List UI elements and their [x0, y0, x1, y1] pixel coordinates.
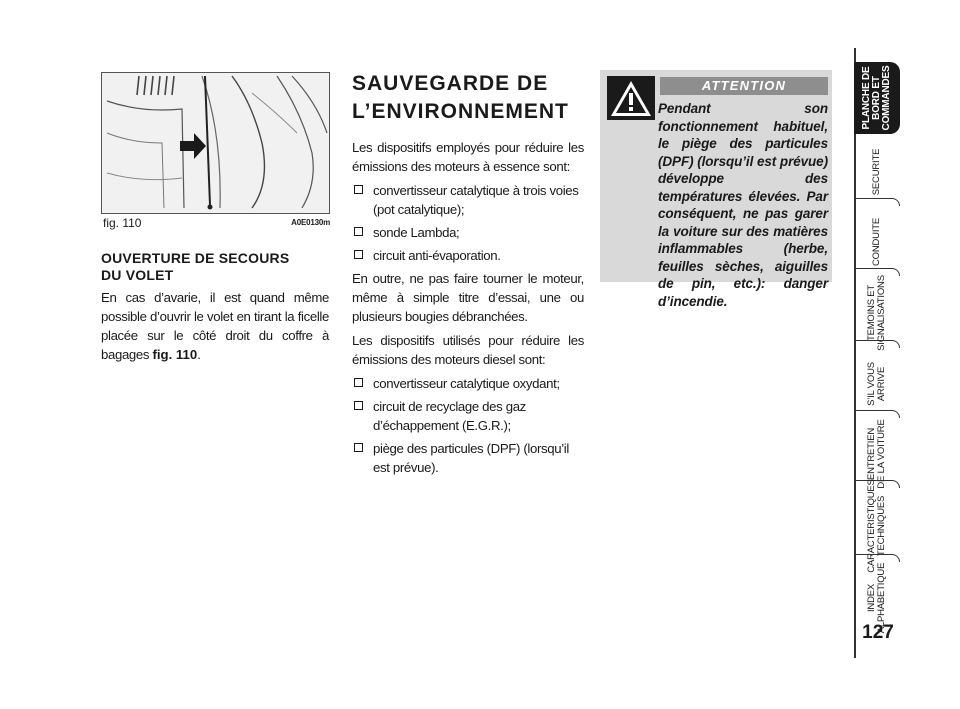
heading-line-1: OUVERTURE DE SECOURS: [101, 250, 290, 266]
list-item: [352, 223, 584, 242]
main-title: [352, 70, 584, 126]
checkbox-bullet-icon: [354, 378, 363, 387]
figure-110-image: [101, 72, 330, 214]
tab-sil-vous-arrive[interactable]: [854, 350, 900, 418]
tab-label: SECURITE: [871, 148, 882, 196]
tab-label: S’IL VOUS ARRIVE: [866, 362, 887, 406]
figure-caption: [101, 216, 330, 230]
tab-label: PLANCHE DE BORD ET COMMANDES: [861, 65, 892, 131]
tab-entretien[interactable]: [854, 420, 900, 488]
checkbox-bullet-icon: [354, 401, 363, 410]
tab-securite[interactable]: [854, 138, 900, 206]
list-item: [352, 246, 584, 265]
list-item-text: circuit anti-évaporation.: [373, 248, 501, 263]
left-column: [101, 250, 329, 369]
diesel-intro: Les dispositifs utilisés pour réduire les émissions des moteurs diesel sont:: [352, 333, 584, 367]
list-item: [352, 439, 584, 477]
tab-caracteristiques[interactable]: [854, 479, 900, 573]
tab-label: CARACTERISTIQUES TECHNIQUES: [866, 479, 887, 573]
tab-conduite[interactable]: [854, 208, 900, 276]
checkbox-bullet-icon: [354, 185, 363, 194]
heading-line-2: DU VOLET: [101, 267, 174, 283]
attention-box: [600, 70, 832, 309]
attention-text-content: Pendant son fonctionnement habituel, le piège des particules (DPF) (lorsqu’il est prévue) développe des températures élevées. Par conséquent, ne pas garer la voiture sur des matières inflammables (herbe, feuilles sèches, aiguilles de pin, etc.): danger d’incendie.: [658, 101, 828, 309]
diesel-list: [352, 374, 584, 477]
checkbox-bullet-icon: [354, 250, 363, 259]
list-item-text: circuit de recyclage des gaz d’échappement (E.G.R.);: [373, 399, 526, 433]
list-item-text: convertisseur catalytique oxydant;: [373, 376, 560, 391]
paragraph-text: En cas d’avarie, il est quand même possible d’ouvrir le volet en tirant la ficelle placée sur le côté droit du coffre à bagages: [101, 290, 329, 362]
tab-label: CONDUITE: [871, 217, 882, 267]
checkbox-bullet-icon: [354, 227, 363, 236]
attention-banner: ATTENTION: [660, 77, 828, 95]
page-number: 127: [862, 622, 894, 643]
attention-text: [606, 100, 828, 310]
list-item-text: piège des particules (DPF) (lorsqu’il est prévue).: [373, 441, 569, 475]
chapter-tabs: [842, 48, 900, 668]
title-line-1: SAUVEGARDE DE: [352, 72, 549, 95]
list-item: [352, 374, 584, 393]
title-line-2: L’ENVIRONNEMENT: [352, 100, 569, 123]
warning-paragraph: En outre, ne pas faire tourner le moteur, même à simple titre d’essai, une ou plusieurs bougies débranchées.: [352, 271, 584, 324]
tab-label: ENTRETIEN DE LA VOITURE: [866, 419, 887, 489]
section-paragraph: [101, 288, 329, 364]
tab-planche-de-bord[interactable]: [854, 62, 900, 134]
tab-temoins[interactable]: [854, 275, 900, 351]
tab-label: INDEX ALPHABETIQUE: [866, 562, 887, 634]
list-item: [352, 397, 584, 435]
checkbox-bullet-icon: [354, 443, 363, 452]
section-heading: [101, 250, 329, 284]
petrol-list: [352, 181, 584, 265]
list-item: [352, 181, 584, 219]
list-item-text: sonde Lambda;: [373, 225, 460, 240]
center-column: [352, 70, 584, 481]
figure-code: A0E0130m: [291, 218, 330, 227]
tab-label: TEMOINS ET SIGNALISATIONS: [866, 275, 887, 351]
figure-label: fig. 110: [103, 216, 142, 230]
list-item-text: convertisseur catalytique à trois voies (pot catalytique);: [373, 183, 579, 217]
figure-reference: fig. 110: [152, 347, 198, 362]
petrol-intro: Les dispositifs employés pour réduire les émissions des moteurs à essence sont:: [352, 140, 584, 174]
paragraph-end: .: [197, 347, 201, 362]
